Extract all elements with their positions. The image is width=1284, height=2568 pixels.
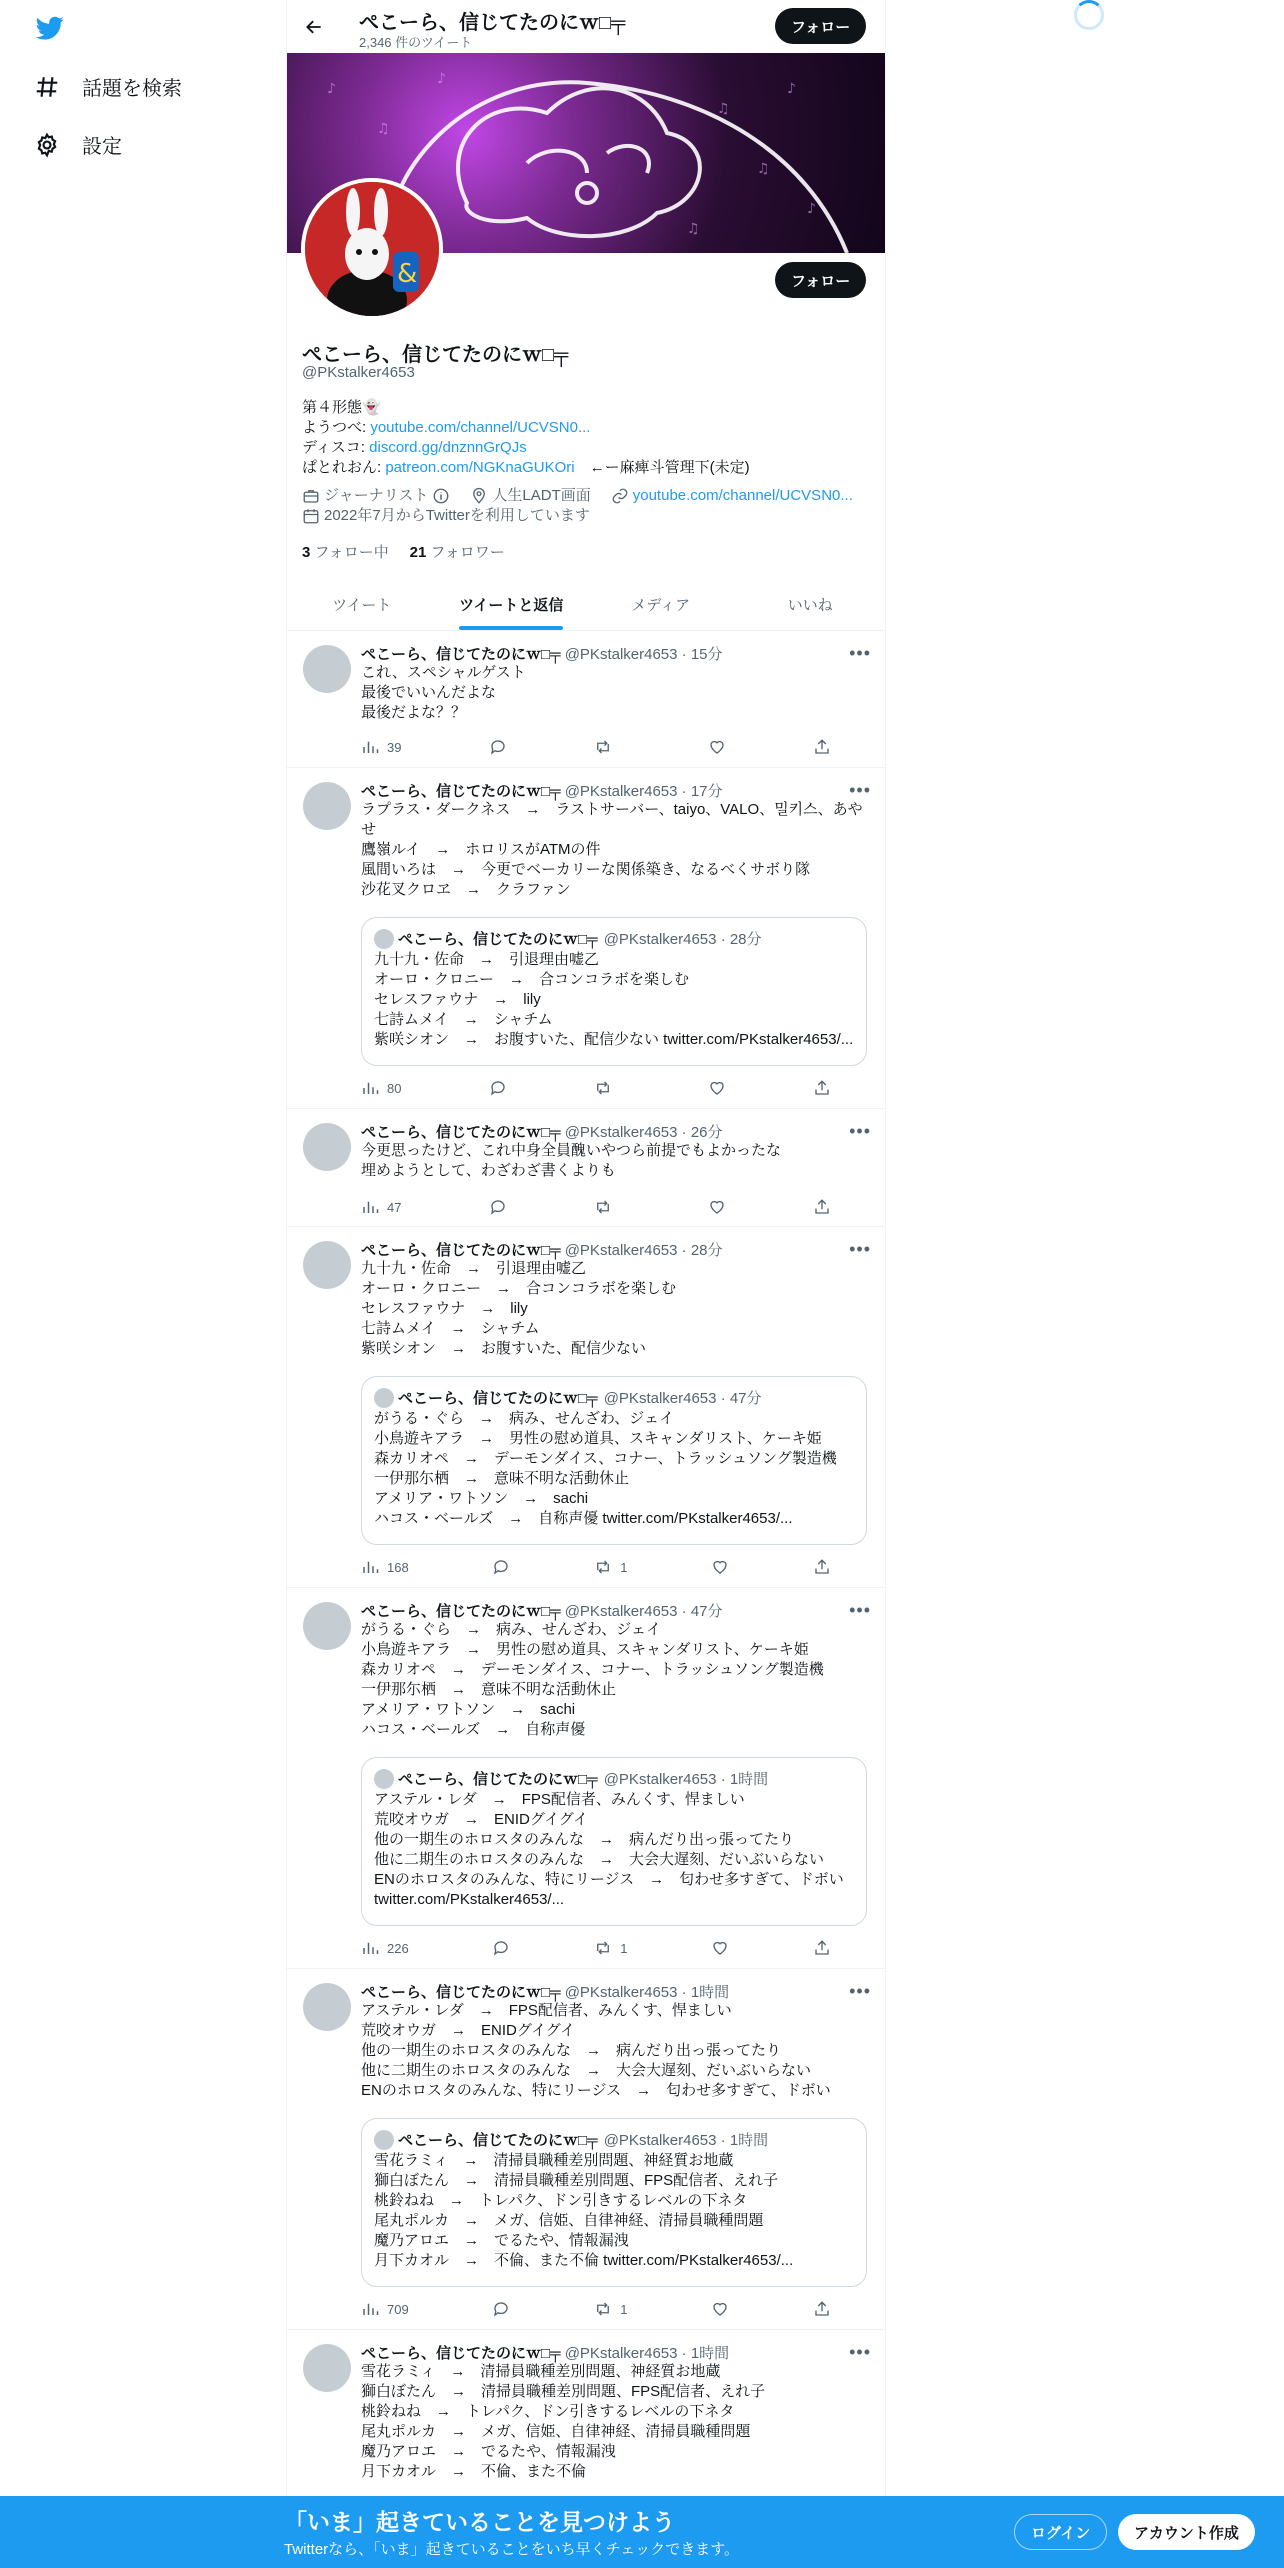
signup-banner-subtitle: Twitterなら、「いま」起きていることをいち早くチェックできます。 <box>284 2541 740 2558</box>
location-pin-icon <box>470 487 488 505</box>
tab-media[interactable]: メディア <box>631 596 691 614</box>
tab-tweets-and-replies[interactable]: ツイートと返信 <box>437 578 587 630</box>
heart-icon <box>708 1079 726 1097</box>
views-button[interactable] <box>361 1557 409 1577</box>
tweet-text: アステル・レダ → FPS配信者、みんくす、悍ましい 荒咬オウガ → ENIDグイグイ 他の一期生のホロスタのみんな → 病んだり出っ張ってたり 他に二期生のホロスタのみんな → 大会大遅刻、だいぶいらない ENのホロスタのみんな、特にリージス → 匂わせ多すぎて、ドボい <box>361 2002 831 2099</box>
tweet-actions <box>361 1197 831 1217</box>
tweet[interactable] <box>287 1109 885 1227</box>
nav-settings[interactable] <box>34 130 122 159</box>
retweet-button[interactable] <box>594 737 620 757</box>
tweet-avatar[interactable] <box>303 782 351 830</box>
arrow-left-icon <box>304 17 324 37</box>
retweet-button[interactable] <box>594 1078 620 1098</box>
bio-discord-label: ディスコ: <box>302 439 370 456</box>
more-options-icon[interactable]: ••• <box>849 780 871 800</box>
views-count: 39 <box>387 739 402 755</box>
more-options-icon[interactable]: ••• <box>849 1121 871 1141</box>
retweet-icon <box>594 738 612 756</box>
svg-text:♫: ♫ <box>717 101 730 117</box>
link-icon <box>611 487 629 505</box>
quote-meta: @PKstalker4653 · 1時間 <box>603 1771 769 1788</box>
more-options-icon[interactable]: ••• <box>849 2342 871 2362</box>
tweet-avatar[interactable] <box>303 1123 351 1171</box>
back-button[interactable] <box>299 12 329 42</box>
quote-avatar <box>374 1769 394 1789</box>
retweet-icon <box>594 1198 612 1216</box>
followers-link[interactable] <box>410 544 505 561</box>
info-icon[interactable] <box>432 487 450 505</box>
quote-text: アステル・レダ → FPS配信者、みんくす、悍ましい 荒咬オウガ → ENIDグイグイ 他の一期生のホロスタのみんな → 病んだり出っ張ってたり 他に二期生のホロスタのみんな → 大会大遅刻、だいぶいらない ENのホロスタのみんな、特にリージス → 匂わせ多すぎて、ドボい twitter.com/PKstalker4653/... <box>374 1791 844 1908</box>
reply-icon <box>492 2300 510 2318</box>
profile-category: ジャーナリスト <box>324 487 429 504</box>
analytics-icon <box>361 1558 379 1576</box>
header-follow-button[interactable]: フォロー <box>775 8 866 44</box>
tweet-author-name[interactable]: ぺこーら、信じてたのにｗ□╤ <box>361 1242 561 1259</box>
tweet-actions <box>361 2299 831 2319</box>
tweet-text: これ、スペシャルゲスト 最後でいいんだよな 最後だよな？？ <box>361 664 526 721</box>
profile-follow-button[interactable]: フォロー <box>775 262 866 298</box>
bio-youtube-label: ようつべ: <box>302 419 371 436</box>
tweet-text: ラプラス・ダークネス → ラストサーバー、taiyo、VALO、밀키스、あやせ 鷹嶺ルイ → ホロリスがATMの件 風間いろは → 今更でベーカリーな関係築き、なるべくサボり隊 沙花叉クロヱ → クラファン <box>361 801 863 898</box>
left-navigation <box>0 0 286 2568</box>
followers-count: 21 <box>409 544 427 561</box>
tweet-avatar[interactable] <box>303 1602 351 1650</box>
twitter-bird-icon[interactable] <box>34 14 66 42</box>
tweet[interactable] <box>287 1969 885 2330</box>
heart-icon <box>708 738 726 756</box>
views-count: 168 <box>387 1559 409 1575</box>
svg-text:♪: ♪ <box>787 81 796 97</box>
profile-header-bar <box>287 0 885 53</box>
views-button[interactable] <box>361 1197 401 1217</box>
following-count: 3 <box>302 544 311 561</box>
bio-patreon-link[interactable]: patreon.com/NGKnaGUKOri <box>385 459 575 476</box>
tweet-actions <box>361 1078 831 1098</box>
tweet-meta: @PKstalker4653 · 26分 <box>564 1124 723 1141</box>
share-button[interactable] <box>813 1938 831 1958</box>
reply-button[interactable] <box>489 1197 507 1217</box>
svg-text:♪: ♪ <box>807 201 816 217</box>
retweet-count: 1 <box>620 2301 628 2317</box>
tweet-meta: @PKstalker4653 · 1時間 <box>564 1984 730 2001</box>
svg-text:♫: ♫ <box>377 121 390 137</box>
profile-handle: @PKstalker4653 <box>302 364 415 381</box>
tweet-meta: @PKstalker4653 · 17分 <box>564 783 723 800</box>
views-count: 47 <box>387 1199 402 1215</box>
tweet-avatar[interactable] <box>303 1983 351 2031</box>
analytics-icon <box>361 1079 379 1097</box>
views-count: 709 <box>387 2301 409 2317</box>
tweet-actions <box>361 1557 831 1577</box>
share-icon <box>813 1558 831 1576</box>
tweet[interactable] <box>287 1227 885 1588</box>
quoted-tweet[interactable] <box>361 1376 867 1545</box>
retweet-button[interactable] <box>594 1938 627 1958</box>
profile-url[interactable]: youtube.com/channel/UCVSN0... <box>632 487 853 504</box>
tweet[interactable] <box>287 768 885 1109</box>
quote-avatar <box>374 1388 394 1408</box>
signup-banner-title: 「いま」起きていることを見つけよう <box>284 2509 675 2535</box>
tweet-author-name[interactable]: ぺこーら、信じてたのにｗ□╤ <box>361 1124 561 1141</box>
retweet-icon <box>594 1558 612 1576</box>
tweet[interactable] <box>287 1588 885 1969</box>
profile-tabs <box>287 578 885 631</box>
briefcase-icon <box>302 487 320 505</box>
retweet-icon <box>594 1939 612 1957</box>
share-icon <box>813 1198 831 1216</box>
tweet-text: がうる・ぐら → 病み、せんざわ、ジェイ 小鳥遊キアラ → 男性の慰め道具、スキャンダリスト、ケーキ姫 森カリオペ → デーモンダイス、コナー、トラッシュソング製造機 一伊那尓栖 → 意味不明な活動休止 アメリア・ワトソン → sachi ハコス・ベールズ → 自称声優 <box>361 1621 824 1738</box>
reply-icon <box>489 1079 507 1097</box>
tweet-meta: @PKstalker4653 · 15分 <box>564 646 723 663</box>
svg-text:♫: ♫ <box>757 161 770 177</box>
quote-meta: @PKstalker4653 · 1時間 <box>603 2132 769 2149</box>
tweet-text: 九十九・佐命 → 引退理由嘘乙 オーロ・クロニー → 合コンコラボを楽しむ セレスファウナ → lily 七詩ムメイ → シャチム 紫咲シオン → お腹すいた、配信少ない <box>361 1260 677 1357</box>
profile-joined: 2022年7月からTwitterを利用しています <box>324 507 590 524</box>
quote-author-name: ぺこーら、信じてたのにｗ□╤ <box>398 1390 598 1407</box>
reply-button[interactable] <box>489 737 507 757</box>
quote-text: 九十九・佐命 → 引退理由嘘乙 オーロ・クロニー → 合コンコラボを楽しむ セレスファウナ → lily 七詩ムメイ → シャチム 紫咲シオン → お腹すいた、配信少ない twitter.com/PKstalker4653/... <box>374 951 854 1048</box>
tweet-author-name[interactable]: ぺこーら、信じてたのにｗ□╤ <box>361 1984 561 2001</box>
tweet-avatar[interactable] <box>303 2344 351 2392</box>
quote-meta: @PKstalker4653 · 47分 <box>603 1390 762 1407</box>
signup-button[interactable]: アカウント作成 <box>1118 2514 1255 2550</box>
heart-icon <box>711 1558 729 1576</box>
reply-button[interactable] <box>492 1557 510 1577</box>
heart-icon <box>711 2300 729 2318</box>
retweet-count: 1 <box>620 1559 628 1575</box>
views-button[interactable] <box>361 1078 401 1098</box>
like-button[interactable] <box>711 1938 729 1958</box>
like-button[interactable] <box>711 1557 729 1577</box>
tweet-author-name[interactable]: ぺこーら、信じてたのにｗ□╤ <box>361 2345 561 2362</box>
share-icon <box>813 1939 831 1957</box>
gear-icon <box>34 132 60 158</box>
tweet-author-name[interactable]: ぺこーら、信じてたのにｗ□╤ <box>361 1603 561 1620</box>
views-count: 226 <box>387 1940 409 1956</box>
retweet-button[interactable] <box>594 1557 627 1577</box>
header-tweet-count: 2,346 件のツイート <box>359 35 473 50</box>
like-button[interactable] <box>708 1197 726 1217</box>
login-button[interactable]: ログイン <box>1014 2514 1107 2550</box>
tab-tweets[interactable]: ツイート <box>332 596 392 614</box>
heart-icon <box>711 1939 729 1957</box>
svg-text:♪: ♪ <box>437 71 446 87</box>
svg-text:♪: ♪ <box>327 81 336 97</box>
quote-meta: @PKstalker4653 · 28分 <box>603 931 762 948</box>
quoted-tweet[interactable] <box>361 2118 867 2287</box>
bio-discord-link[interactable]: discord.gg/dnznnGrQJs <box>369 439 527 456</box>
tab-likes[interactable]: いいね <box>787 596 833 614</box>
tweet-author-name[interactable]: ぺこーら、信じてたのにｗ□╤ <box>361 646 561 663</box>
profile-name: ぺこーら、信じてたのにｗ□╤ <box>302 344 569 366</box>
calendar-icon <box>302 507 320 525</box>
reply-button[interactable] <box>492 1938 510 1958</box>
bio-youtube-link[interactable]: youtube.com/channel/UCVSN0... <box>370 419 591 436</box>
loading-spinner-icon <box>1074 0 1104 30</box>
quoted-tweet[interactable] <box>361 1757 867 1926</box>
follow-stats <box>302 541 505 562</box>
quote-avatar <box>374 2130 394 2150</box>
share-button[interactable] <box>813 1078 831 1098</box>
quote-author-name: ぺこーら、信じてたのにｗ□╤ <box>398 931 598 948</box>
tweet-meta: @PKstalker4653 · 47分 <box>564 1603 723 1620</box>
views-button[interactable] <box>361 1938 409 1958</box>
more-options-icon[interactable]: ••• <box>849 643 871 663</box>
tweet-avatar[interactable] <box>303 1241 351 1289</box>
analytics-icon <box>361 1198 379 1216</box>
reply-icon <box>489 738 507 756</box>
like-button[interactable] <box>711 2299 729 2319</box>
bio-line-youtube <box>302 418 750 438</box>
views-button[interactable] <box>361 2299 409 2319</box>
reply-icon <box>489 1198 507 1216</box>
profile-location: 人生LADT画面 <box>492 487 591 504</box>
hashtag-icon <box>34 74 60 100</box>
quote-text: がうる・ぐら → 病み、せんざわ、ジェイ 小鳥遊キアラ → 男性の慰め道具、スキャンダリスト、ケーキ姫 森カリオペ → デーモンダイス、コナー、トラッシュソング製造機 一伊那尓栖 → 意味不明な活動休止 アメリア・ワトソン → sachi ハコス・ベールズ → 自称声優 twitter.com/PKstalker4653/... <box>374 1410 837 1527</box>
views-button[interactable] <box>361 737 401 757</box>
more-options-icon[interactable]: ••• <box>849 1981 871 2001</box>
retweet-button[interactable] <box>594 2299 627 2319</box>
retweet-icon <box>594 1079 612 1097</box>
retweet-icon <box>594 2300 612 2318</box>
retweet-button[interactable] <box>594 1197 620 1217</box>
tweet-meta: @PKstalker4653 · 28分 <box>564 1242 723 1259</box>
avatar-image <box>305 182 439 316</box>
nav-explore[interactable] <box>34 72 182 101</box>
bio-patreon-note: ←ー麻痺斗管理下(未定) <box>574 459 750 476</box>
share-icon <box>813 1079 831 1097</box>
header-profile-name: ぺこーら、信じてたのにｗ□╤ <box>359 12 626 34</box>
quote-avatar <box>374 929 394 949</box>
like-button[interactable] <box>708 1078 726 1098</box>
bio-patreon-label: ぱとれおん: <box>302 459 386 476</box>
followers-label: フォロワー <box>430 544 505 561</box>
tweet-actions <box>361 737 831 757</box>
tweet-text: 今更思ったけど、これ中身全員醜いやつら前提でもよかったな 埋めようとして、わざわざ書くよりも <box>361 1142 782 1179</box>
tweet-avatar[interactable] <box>303 645 351 693</box>
reply-button[interactable] <box>492 2299 510 2319</box>
quote-author-name: ぺこーら、信じてたのにｗ□╤ <box>398 1771 598 1788</box>
analytics-icon <box>361 1939 379 1957</box>
svg-text:&: & <box>397 259 418 289</box>
bio-line-1: 第４形態👻 <box>302 399 381 416</box>
retweet-count: 1 <box>620 1940 628 1956</box>
like-button[interactable] <box>708 737 726 757</box>
nav-explore-label: 話題を検索 <box>82 78 182 100</box>
more-options-icon[interactable]: ••• <box>849 1239 871 1259</box>
svg-text:♫: ♫ <box>687 221 700 237</box>
heart-icon <box>708 1198 726 1216</box>
quoted-tweet[interactable] <box>361 917 867 1066</box>
share-icon <box>813 2300 831 2318</box>
analytics-icon <box>361 2300 379 2318</box>
share-button[interactable] <box>813 737 831 757</box>
share-button[interactable] <box>813 2299 831 2319</box>
tweet-actions <box>361 1938 831 1958</box>
bio-line-discord <box>302 438 750 458</box>
reply-icon <box>492 1558 510 1576</box>
main-column <box>286 0 886 2568</box>
bio-line-patreon <box>302 458 750 478</box>
quote-text: 雪花ラミィ → 清掃員職種差別問題、神経質お地蔵 獅白ぼたん → 清掃員職種差別問題、FPS配信者、えれ子 桃鈴ねね → トレパク、ドン引きするレベルの下ネタ 尾丸ポルカ → メガ、信姫、自律神経、清掃員職種問題 魔乃アロエ → でるたや、情報漏洩 月下カオル → 不倫、また不倫 twitter.com/PKstalker4653/... <box>374 2152 794 2269</box>
tweet[interactable] <box>287 631 885 768</box>
share-icon <box>813 738 831 756</box>
nav-settings-label: 設定 <box>82 136 122 158</box>
tweet-author-name[interactable]: ぺこーら、信じてたのにｗ□╤ <box>361 783 561 800</box>
reply-button[interactable] <box>489 1078 507 1098</box>
following-link[interactable] <box>302 544 389 561</box>
following-label: フォロー中 <box>314 544 389 561</box>
quote-author-name: ぺこーら、信じてたのにｗ□╤ <box>398 2132 598 2149</box>
share-button[interactable] <box>813 1197 831 1217</box>
reply-icon <box>492 1939 510 1957</box>
views-count: 80 <box>387 1080 402 1096</box>
more-options-icon[interactable]: ••• <box>849 1600 871 1620</box>
tweet-text: 雪花ラミィ → 清掃員職種差別問題、神経質お地蔵 獅白ぼたん → 清掃員職種差別問題、FPS配信者、えれ子 桃鈴ねね → トレパク、ドン引きするレベルの下ネタ 尾丸ポルカ → メガ、信姫、自律神経、清掃員職種問題 魔乃アロエ → でるたや、情報漏洩 月下カオル → 不倫、また不倫 <box>361 2363 766 2480</box>
profile-bio <box>302 398 750 478</box>
analytics-icon <box>361 738 379 756</box>
profile-avatar[interactable] <box>301 178 443 320</box>
tweet-meta: @PKstalker4653 · 1時間 <box>564 2345 730 2362</box>
share-button[interactable] <box>813 1557 831 1577</box>
signup-banner <box>0 2496 1284 2568</box>
profile-meta <box>302 486 853 526</box>
